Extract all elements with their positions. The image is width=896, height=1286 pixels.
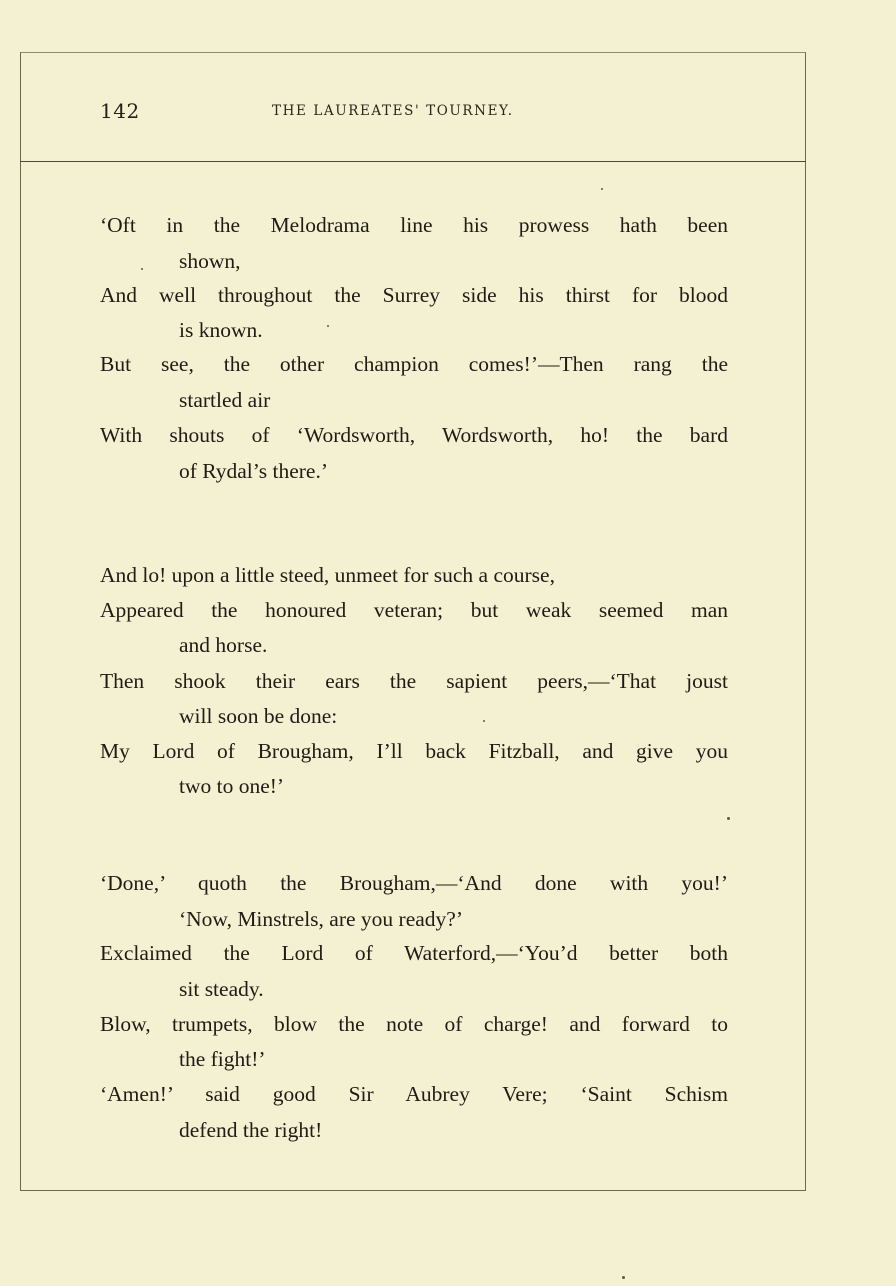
verse-line-continuation: is known. <box>179 318 263 342</box>
print-speck <box>727 817 730 820</box>
verse-line-continuation: shown, <box>179 249 241 273</box>
verse-line-continuation: sit steady. <box>179 977 264 1001</box>
verse-line: With shouts of ‘Wordsworth, Wordsworth, ho! the bard <box>100 423 728 447</box>
verse-line: And lo! upon a little steed, unmeet for such a course, <box>100 563 555 587</box>
print-speck <box>327 325 329 327</box>
print-speck <box>601 188 603 190</box>
verse-line: ‘Oft in the Melodrama line his prowess hath been <box>100 213 728 237</box>
verse-line-continuation: defend the right! <box>179 1118 323 1142</box>
verse-line: ‘Amen!’ said good Sir Aubrey Vere; ‘Saint Schism <box>100 1082 728 1106</box>
verse-line: But see, the other champion comes!’—Then rang the <box>100 352 728 376</box>
verse-line: Blow, trumpets, blow the note of charge! and forward to <box>100 1012 728 1036</box>
verse-line-continuation: will soon be done: <box>179 704 338 728</box>
print-speck <box>622 1276 625 1279</box>
verse-line: My Lord of Brougham, I’ll back Fitzball, and give you <box>100 739 728 763</box>
verse-line-continuation: of Rydal’s there.’ <box>179 459 328 483</box>
verse-line: Appeared the honoured veteran; but weak seemed man <box>100 598 728 622</box>
print-speck <box>141 268 143 270</box>
verse-line: Then shook their ears the sapient peers,—‘That joust <box>100 669 728 693</box>
verse-line-continuation: startled air <box>179 388 271 412</box>
verse-line-continuation: and horse. <box>179 633 268 657</box>
verse-line-continuation: ‘Now, Minstrels, are you ready?’ <box>179 907 463 931</box>
running-title: THE LAUREATES' TOURNEY. <box>272 103 514 119</box>
verse-line-continuation: two to one!’ <box>179 774 285 798</box>
verse-line-continuation: the fight!’ <box>179 1047 266 1071</box>
verse-line: ‘Done,’ quoth the Brougham,—‘And done with you!’ <box>100 871 728 895</box>
header-rule <box>20 161 806 162</box>
verse-line: And well throughout the Surrey side his thirst for blood <box>100 283 728 307</box>
verse-line: Exclaimed the Lord of Waterford,—‘You’d better both <box>100 941 728 965</box>
print-speck <box>483 720 485 722</box>
page-number: 142 <box>100 99 140 123</box>
